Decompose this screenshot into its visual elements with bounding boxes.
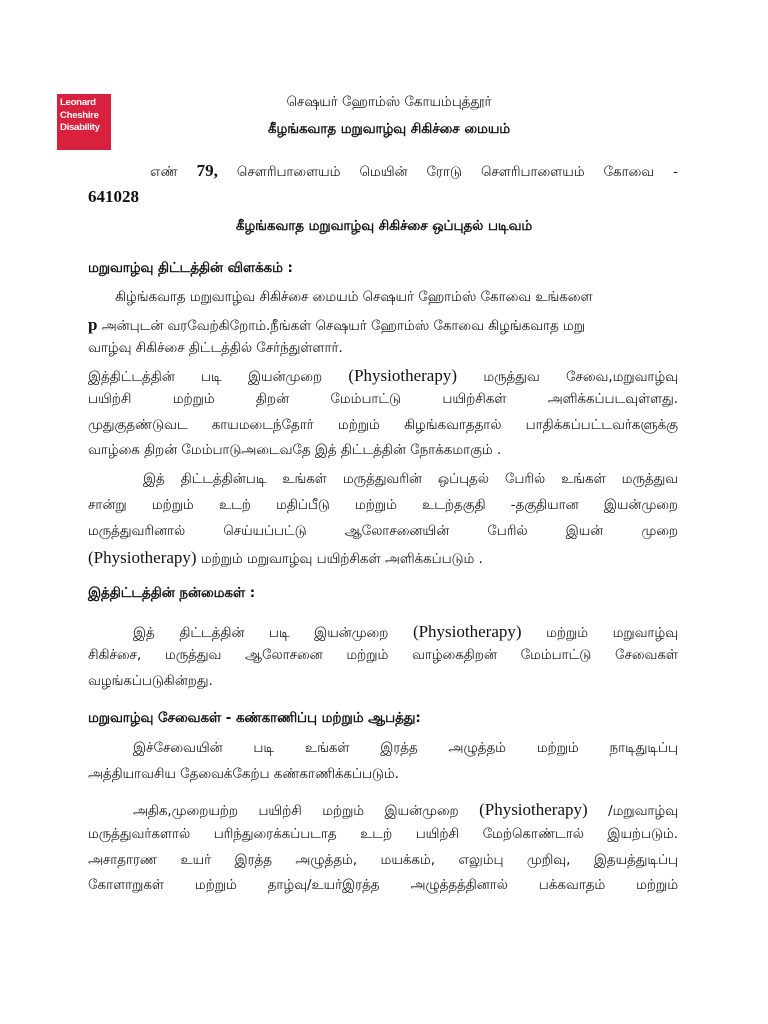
stray-marker: p	[88, 315, 98, 334]
logo-line-2: Cheshire	[60, 109, 99, 121]
paragraph-text: இத்திட்டத்தின் படி இயன்முறை	[88, 370, 323, 385]
physiotherapy-term: (Physiotherapy)	[348, 366, 457, 385]
paragraph-line: கோளாறுகள் மற்றும் தாழ்வு/உயர்இரத்த அழுத்தத்தினால் பக்கவாதம் மற்றும்	[88, 878, 678, 893]
paragraph-text: அதிக,முறையற்ற பயிற்சி மற்றும் இயன்முறை	[133, 804, 459, 819]
paragraph-line	[88, 315, 585, 335]
paragraph-line: மருத்துவரினால் செய்யப்பட்டு ஆலோசனையின் பேரில் இயன் முறை	[88, 524, 678, 539]
org-name: செஷயர் ஹோம்ஸ் கோயம்புத்தூர்	[286, 95, 492, 110]
section-heading-monitoring: மறுவாழ்வு சேவைகள் - கண்காணிப்பு மற்றும் ஆபத்து:	[88, 711, 421, 726]
logo-line-3: Disability	[60, 122, 100, 133]
pincode: 641028	[88, 187, 139, 206]
paragraph-line: சிகிச்சை, மருத்துவ ஆலோசனை மற்றும் வாழ்கைதிறன் மேம்பாட்டு சேவைகள்	[88, 648, 678, 663]
paragraph-line: மருத்துவர்களால் பரிந்துரைக்கப்படாத உடற் பயிற்சி மேற்கொண்டால் இயற்படும்.	[88, 827, 678, 842]
address-line	[150, 161, 678, 181]
paragraph-line	[133, 622, 678, 642]
center-name: கீழங்கவாத மறுவாழ்வு சிகிச்சை மையம்	[267, 122, 511, 137]
physiotherapy-term: (Physiotherapy)	[479, 800, 588, 819]
paragraph-line: சான்று மற்றும் உடற் மதிப்பீடு மற்றும் உடற்தகுதி -தகுதியான இயன்முறை	[88, 498, 678, 513]
paragraph-line: வாழ்வு சிகிச்சை திட்டத்தில் சேர்ந்துள்ளார்.	[88, 341, 343, 356]
physiotherapy-term: (Physiotherapy)	[412, 622, 522, 641]
form-title: கீழங்கவாத மறுவாழ்வு சிகிச்சை ஒப்புதல் படிவம்	[235, 219, 533, 234]
paragraph-line: கிழ்ங்கவாத மறுவாழ்வ சிகிச்சை மையம் செஷயர் ஹோம்ஸ் கோவை உங்களை	[115, 290, 593, 305]
logo-line-1: Leonard	[60, 97, 96, 108]
physiotherapy-term: (Physiotherapy)	[88, 548, 197, 567]
paragraph-line: முதுகுதண்டுவட காயமடைந்தோர் மற்றும் கிழங்கவாததால் பாதிக்கப்பட்டவர்களுக்கு	[88, 418, 678, 433]
paragraph-line	[88, 548, 483, 568]
paragraph-line: வாழ்கை திறன் மேம்பாடுஅடைவதே இத் திட்டத்தின் நோக்கமாகும் .	[88, 443, 502, 458]
address-text: சௌரிபாளையம் மெயின் ரோடு சௌரிபாளையம் கோவை -	[236, 165, 678, 180]
section-heading-benefits: இத்திட்டத்தின் நன்மைகள் :	[88, 586, 256, 601]
paragraph-line	[133, 800, 678, 820]
paragraph-text: /மறுவாழ்வு	[608, 804, 678, 819]
paragraph-line: இச்சேவையின் படி உங்கள் இரத்த அழுத்தம் மற்றும் நாடிதுடிப்பு	[133, 741, 678, 756]
paragraph-text: மற்றும் மறுவாழ்வு	[546, 626, 678, 641]
address-prefix: எண்	[150, 165, 178, 180]
paragraph-text: மற்றும் மறுவாழ்வு பயிற்சிகள் அளிக்கப்படும் .	[200, 552, 483, 567]
paragraph-line: அத்தியாவசிய தேவைக்கேற்ப கண்காணிக்கப்படும்.	[88, 767, 399, 782]
address-number: 79,	[196, 161, 218, 180]
paragraph-line: இத் திட்டத்தின்படி உங்கள் மருத்துவரின் ஒப்புதல் பேரில் உங்கள் மருத்துவ	[143, 472, 678, 487]
paragraph-text: அன்புடன் வரவேற்கிறோம்.நீங்கள் செஷயர் ஹோம்ஸ் கோவை கிழங்கவாத மறு	[101, 319, 585, 334]
section-heading-explanation: மறுவாழ்வு திட்டத்தின் விளக்கம் :	[88, 261, 293, 276]
paragraph-text: மருத்துவ சேவை,மறுவாழ்வு	[483, 370, 678, 385]
paragraph-line: அசாதாரண உயர் இரத்த அழுத்தம், மயக்கம், எலும்பு முறிவு, இதயத்துடிப்பு	[88, 853, 678, 868]
paragraph-line	[88, 366, 678, 386]
paragraph-line: வழங்கப்படுகின்றது.	[88, 674, 213, 689]
paragraph-line: பயிற்சி மற்றும் திறன் மேம்பாட்டு பயிற்சிகள் அளிக்கப்படவுள்ளது.	[88, 392, 678, 407]
paragraph-text: இத் திட்டத்தின் படி இயன்முறை	[133, 626, 389, 641]
